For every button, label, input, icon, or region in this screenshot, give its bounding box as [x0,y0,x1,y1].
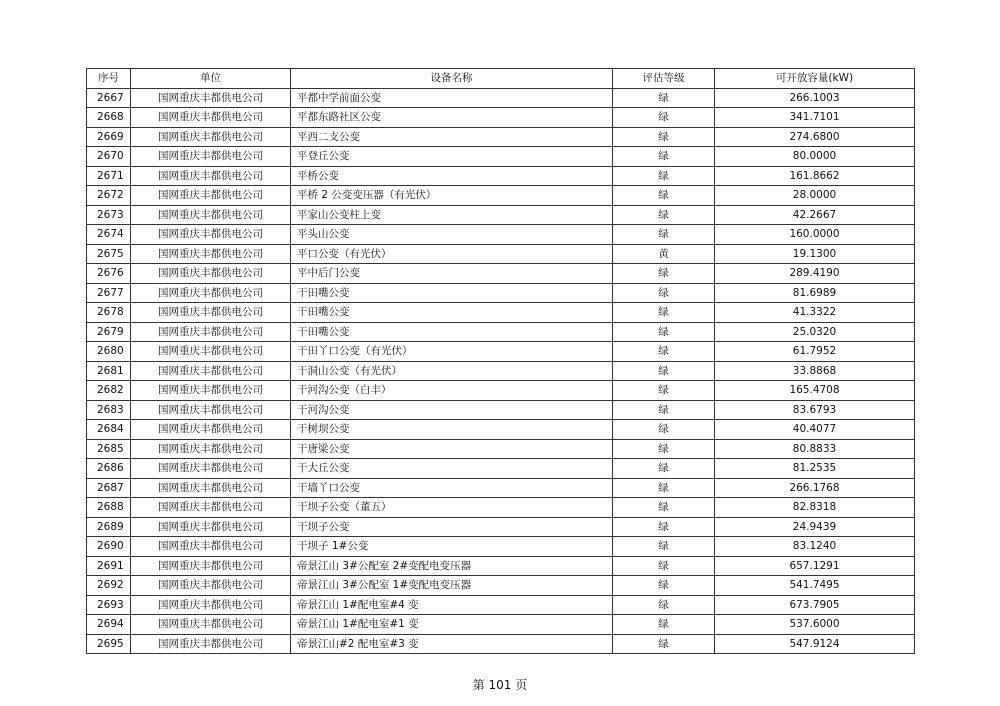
cell-device-name: 干树坝公变 [291,420,613,440]
table-row [87,381,915,401]
cell-open-capacity: 266.1768 [715,478,915,498]
cell-unit: 国网重庆丰都供电公司 [131,439,291,459]
cell-unit: 国网重庆丰都供电公司 [131,303,291,323]
table-row [87,88,915,108]
table-row [87,361,915,381]
cell-serial-number: 2695 [87,634,131,654]
header-serial-number: 序号 [87,69,131,89]
cell-open-capacity: 83.6793 [715,400,915,420]
header-assessment-level: 评估等级 [613,69,715,89]
cell-serial-number: 2674 [87,225,131,245]
cell-open-capacity: 40.4077 [715,420,915,440]
cell-unit: 国网重庆丰都供电公司 [131,361,291,381]
cell-assessment-level: 绿 [613,537,715,557]
cell-assessment-level: 黄 [613,244,715,264]
cell-device-name: 平都中学前面公变 [291,88,613,108]
cell-device-name: 干田丫口公变（有光伏） [291,342,613,362]
capacity-table [86,68,915,654]
cell-serial-number: 2687 [87,478,131,498]
cell-open-capacity: 657.1291 [715,556,915,576]
cell-device-name: 帝景江山 3#公配室 2#变配电变压器 [291,556,613,576]
cell-device-name: 平家山公变柱上变 [291,205,613,225]
cell-assessment-level: 绿 [613,576,715,596]
table-row [87,322,915,342]
cell-device-name: 干唐梁公变 [291,439,613,459]
cell-unit: 国网重庆丰都供电公司 [131,166,291,186]
cell-assessment-level: 绿 [613,264,715,284]
cell-assessment-level: 绿 [613,322,715,342]
cell-open-capacity: 19.1300 [715,244,915,264]
cell-open-capacity: 266.1003 [715,88,915,108]
table-row [87,556,915,576]
cell-unit: 国网重庆丰都供电公司 [131,556,291,576]
cell-serial-number: 2672 [87,186,131,206]
table-row [87,127,915,147]
table-row [87,147,915,167]
cell-serial-number: 2671 [87,166,131,186]
cell-serial-number: 2675 [87,244,131,264]
table-row [87,439,915,459]
cell-device-name: 干田嘴公变 [291,322,613,342]
cell-assessment-level: 绿 [613,478,715,498]
table-row [87,108,915,128]
cell-open-capacity: 82.8318 [715,498,915,518]
cell-open-capacity: 289.4190 [715,264,915,284]
cell-unit: 国网重庆丰都供电公司 [131,186,291,206]
table-row [87,186,915,206]
cell-serial-number: 2680 [87,342,131,362]
cell-assessment-level: 绿 [613,498,715,518]
cell-device-name: 干坝子公变 [291,517,613,537]
cell-unit: 国网重庆丰都供电公司 [131,108,291,128]
table-header-row [87,69,915,89]
cell-serial-number: 2681 [87,361,131,381]
cell-open-capacity: 83.1240 [715,537,915,557]
cell-open-capacity: 42.2667 [715,205,915,225]
cell-unit: 国网重庆丰都供电公司 [131,342,291,362]
cell-serial-number: 2694 [87,615,131,635]
page-number: 第 101 页 [472,678,528,692]
cell-assessment-level: 绿 [613,420,715,440]
cell-device-name: 平西二支公变 [291,127,613,147]
cell-device-name: 干坝子 1#公变 [291,537,613,557]
cell-serial-number: 2673 [87,205,131,225]
cell-device-name: 干大丘公变 [291,459,613,479]
cell-assessment-level: 绿 [613,517,715,537]
table-row [87,420,915,440]
cell-assessment-level: 绿 [613,186,715,206]
cell-serial-number: 2683 [87,400,131,420]
cell-device-name: 平都东路社区公变 [291,108,613,128]
cell-device-name: 干河沟公变（白丰） [291,381,613,401]
cell-unit: 国网重庆丰都供电公司 [131,517,291,537]
table-row [87,576,915,596]
cell-device-name: 干洞山公变（有光伏） [291,361,613,381]
cell-open-capacity: 24.9439 [715,517,915,537]
cell-serial-number: 2667 [87,88,131,108]
cell-serial-number: 2692 [87,576,131,596]
cell-serial-number: 2679 [87,322,131,342]
cell-unit: 国网重庆丰都供电公司 [131,576,291,596]
cell-serial-number: 2669 [87,127,131,147]
cell-open-capacity: 25.0320 [715,322,915,342]
cell-open-capacity: 161.8662 [715,166,915,186]
cell-open-capacity: 28.0000 [715,186,915,206]
cell-open-capacity: 41.3322 [715,303,915,323]
cell-assessment-level: 绿 [613,342,715,362]
table-row [87,595,915,615]
table-row [87,537,915,557]
cell-unit: 国网重庆丰都供电公司 [131,400,291,420]
cell-device-name: 干坝子公变（董五） [291,498,613,518]
cell-open-capacity: 61.7952 [715,342,915,362]
cell-assessment-level: 绿 [613,88,715,108]
table-row [87,400,915,420]
table-row [87,225,915,245]
table-row [87,498,915,518]
table-row [87,303,915,323]
cell-serial-number: 2691 [87,556,131,576]
cell-serial-number: 2677 [87,283,131,303]
cell-assessment-level: 绿 [613,127,715,147]
cell-assessment-level: 绿 [613,283,715,303]
capacity-table-container [86,68,914,654]
cell-assessment-level: 绿 [613,361,715,381]
cell-device-name: 干田嘴公变 [291,303,613,323]
table-row [87,478,915,498]
table-row [87,205,915,225]
table-body [87,88,915,654]
cell-device-name: 平中后门公变 [291,264,613,284]
cell-device-name: 平桥公变 [291,166,613,186]
cell-serial-number: 2689 [87,517,131,537]
table-row [87,283,915,303]
cell-device-name: 干墙丫口公变 [291,478,613,498]
cell-unit: 国网重庆丰都供电公司 [131,88,291,108]
cell-serial-number: 2676 [87,264,131,284]
cell-serial-number: 2693 [87,595,131,615]
cell-device-name: 平桥 2 公变变压器（有光伏） [291,186,613,206]
cell-assessment-level: 绿 [613,400,715,420]
cell-device-name: 平头山公变 [291,225,613,245]
cell-serial-number: 2688 [87,498,131,518]
cell-device-name: 平登丘公变 [291,147,613,167]
table-row [87,342,915,362]
cell-unit: 国网重庆丰都供电公司 [131,381,291,401]
cell-unit: 国网重庆丰都供电公司 [131,478,291,498]
cell-open-capacity: 341.7101 [715,108,915,128]
cell-unit: 国网重庆丰都供电公司 [131,283,291,303]
cell-serial-number: 2690 [87,537,131,557]
cell-serial-number: 2686 [87,459,131,479]
cell-assessment-level: 绿 [613,595,715,615]
cell-assessment-level: 绿 [613,225,715,245]
cell-assessment-level: 绿 [613,459,715,479]
cell-open-capacity: 547.9124 [715,634,915,654]
cell-assessment-level: 绿 [613,615,715,635]
table-row [87,615,915,635]
cell-assessment-level: 绿 [613,439,715,459]
cell-open-capacity: 537.6000 [715,615,915,635]
cell-unit: 国网重庆丰都供电公司 [131,127,291,147]
cell-serial-number: 2682 [87,381,131,401]
cell-serial-number: 2684 [87,420,131,440]
table-row [87,264,915,284]
cell-unit: 国网重庆丰都供电公司 [131,264,291,284]
cell-unit: 国网重庆丰都供电公司 [131,420,291,440]
table-row [87,517,915,537]
cell-unit: 国网重庆丰都供电公司 [131,225,291,245]
table-row [87,166,915,186]
cell-open-capacity: 673.7905 [715,595,915,615]
cell-open-capacity: 81.6989 [715,283,915,303]
cell-unit: 国网重庆丰都供电公司 [131,634,291,654]
cell-unit: 国网重庆丰都供电公司 [131,498,291,518]
cell-assessment-level: 绿 [613,634,715,654]
cell-device-name: 干河沟公变 [291,400,613,420]
cell-open-capacity: 80.8833 [715,439,915,459]
cell-unit: 国网重庆丰都供电公司 [131,205,291,225]
cell-open-capacity: 160.0000 [715,225,915,245]
cell-assessment-level: 绿 [613,147,715,167]
cell-open-capacity: 165.4708 [715,381,915,401]
cell-device-name: 干田嘴公变 [291,283,613,303]
cell-unit: 国网重庆丰都供电公司 [131,147,291,167]
cell-device-name: 帝景江山 1#配电室#4 变 [291,595,613,615]
cell-open-capacity: 274.6800 [715,127,915,147]
cell-serial-number: 2670 [87,147,131,167]
cell-unit: 国网重庆丰都供电公司 [131,322,291,342]
header-unit: 单位 [131,69,291,89]
cell-device-name: 帝景江山 1#配电室#1 变 [291,615,613,635]
cell-unit: 国网重庆丰都供电公司 [131,537,291,557]
table-row [87,634,915,654]
cell-unit: 国网重庆丰都供电公司 [131,244,291,264]
cell-serial-number: 2678 [87,303,131,323]
cell-assessment-level: 绿 [613,381,715,401]
cell-serial-number: 2668 [87,108,131,128]
cell-device-name: 平口公变（有光伏） [291,244,613,264]
cell-open-capacity: 80.0000 [715,147,915,167]
cell-serial-number: 2685 [87,439,131,459]
cell-unit: 国网重庆丰都供电公司 [131,615,291,635]
cell-assessment-level: 绿 [613,108,715,128]
cell-assessment-level: 绿 [613,303,715,323]
header-open-capacity: 可开放容量(kW) [715,69,915,89]
table-row [87,459,915,479]
cell-open-capacity: 81.2535 [715,459,915,479]
table-row [87,244,915,264]
cell-open-capacity: 33.8868 [715,361,915,381]
cell-assessment-level: 绿 [613,166,715,186]
cell-device-name: 帝景江山 3#公配室 1#变配电变压器 [291,576,613,596]
cell-device-name: 帝景江山#2 配电室#3 变 [291,634,613,654]
cell-unit: 国网重庆丰都供电公司 [131,595,291,615]
cell-assessment-level: 绿 [613,556,715,576]
cell-assessment-level: 绿 [613,205,715,225]
cell-open-capacity: 541.7495 [715,576,915,596]
header-device-name: 设备名称 [291,69,613,89]
cell-unit: 国网重庆丰都供电公司 [131,459,291,479]
